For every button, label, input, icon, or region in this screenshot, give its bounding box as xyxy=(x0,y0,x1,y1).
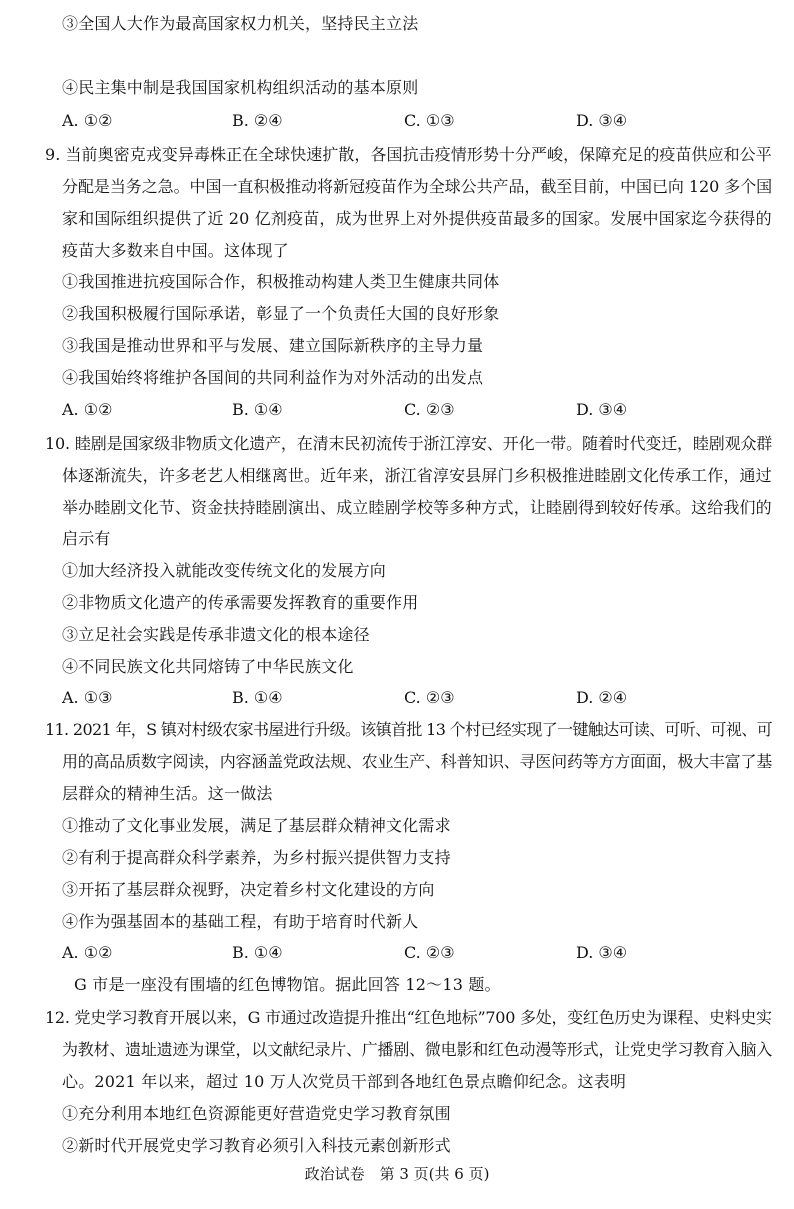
q12-stem-line-2: 为教材、遗址遗迹为课堂，以文献纪录片、广播剧、微电影和红色动漫等形式，让党史学习教育入脑入 xyxy=(62,1040,773,1059)
option-c: C. ②③ xyxy=(404,688,455,707)
q9-stem-line-3: 家和国际组织提供了近 20 亿剂疫苗，成为世界上对外提供疫苗最多的国家。发展中国家迄今获得的 xyxy=(62,209,772,228)
q9-statement-3: ③我国是推动世界和平与发展、建立国际新秩序的主导力量 xyxy=(62,336,484,355)
option-b: B. ①④ xyxy=(232,400,283,419)
q11-statement-1: ①推动了文化事业发展，满足了基层群众精神文化需求 xyxy=(62,816,451,835)
q9-statement-2: ②我国积极履行国际承诺，彰显了一个负责任大国的良好形象 xyxy=(62,304,500,323)
option-c: C. ②③ xyxy=(404,400,455,419)
q10-stem-line-4: 启示有 xyxy=(62,529,111,548)
option-a: A. ①② xyxy=(62,400,113,419)
q11-stem-line-3: 层群众的精神生活。这一做法 xyxy=(62,784,273,803)
q12-statement-1: ①充分利用本地红色资源能更好营造党史学习教育氛围 xyxy=(62,1104,451,1123)
q11-stem-line-1: 11. 2021 年，S 镇对村级农家书屋进行升级。该镇首批 13 个村已经实现了一键触达可读、可听、可视、可 xyxy=(45,720,772,739)
q9-stem-line-2: 分配是当务之急。中国一直积极推动将新冠疫苗作为全球公共产品，截至目前，中国已向 120 多个国 xyxy=(62,177,773,196)
q9-statement-1: ①我国推进抗疫国际合作，积极推动构建人类卫生健康共同体 xyxy=(62,272,500,291)
q10-stem-line-3: 举办睦剧文化节、资金扶持睦剧演出、成立睦剧学校等多种方式，让睦剧得到较好传承。这给我们的 xyxy=(62,498,772,517)
q9-stem-line-1: 9. 当前奥密克戎变异毒株正在全球快速扩散，各国抗击疫情形势十分严峻，保障充足的疫苗供应和公平 xyxy=(45,145,772,164)
q12-statement-2: ②新时代开展党史学习教育必须引入科技元素创新形式 xyxy=(62,1136,451,1155)
option-d: D. ③④ xyxy=(576,943,628,962)
page-footer: 政治试卷 第 3 页(共 6 页) xyxy=(304,1165,490,1183)
option-d: D. ②④ xyxy=(576,688,628,707)
q8-options xyxy=(62,111,762,131)
option-c: C. ①③ xyxy=(404,111,455,130)
q11-statement-3: ③开拓了基层群众视野，决定着乡村文化建设的方向 xyxy=(62,880,435,899)
option-b: B. ①④ xyxy=(232,688,283,707)
q9-stem-line-4: 疫苗大多数来自中国。这体现了 xyxy=(62,241,289,260)
option-a: A. ①② xyxy=(62,111,113,130)
option-d: D. ③④ xyxy=(576,400,628,419)
q8-statement-3: ③全国人大作为最高国家权力机关，坚持民主立法 xyxy=(62,14,419,33)
q10-statement-4: ④不同民族文化共同熔铸了中华民族文化 xyxy=(62,657,354,676)
q11-options xyxy=(62,943,762,963)
q9-statement-4: ④我国始终将维护各国间的共同利益作为对外活动的出发点 xyxy=(62,368,484,387)
option-d: D. ③④ xyxy=(576,111,628,130)
q9-options xyxy=(62,400,762,420)
q11-statement-2: ②有利于提高群众科学素养，为乡村振兴提供智力支持 xyxy=(62,848,451,867)
q10-stem-line-1: 10. 睦剧是国家级非物质文化遗产，在清末民初流传于浙江淳安、开化一带。随着时代变迁，睦剧观众群 xyxy=(45,434,773,453)
q10-statement-1: ①加大经济投入就能改变传统文化的发展方向 xyxy=(62,561,387,580)
option-b: B. ②④ xyxy=(232,111,283,130)
q10-stem-line-2: 体逐渐流失，许多老艺人相继离世。近年来，浙江省淳安县屏门乡积极推进睦剧文化传承工作，通过 xyxy=(62,466,772,485)
q8-statement-4: ④民主集中制是我国国家机构组织活动的基本原则 xyxy=(62,78,419,97)
material-intro: G 市是一座没有围墙的红色博物馆。据此回答 12～13 题。 xyxy=(74,975,501,994)
option-a: A. ①③ xyxy=(62,688,113,707)
option-a: A. ①② xyxy=(62,943,113,962)
q11-statement-4: ④作为强基固本的基础工程，有助于培育时代新人 xyxy=(62,912,419,931)
option-c: C. ②③ xyxy=(404,943,455,962)
q11-stem-line-2: 用的高品质数字阅读，内容涵盖党政法规、农业生产、科普知识、寻医问药等方方面面，极大丰富了基 xyxy=(62,752,773,771)
q10-statement-2: ②非物质文化遗产的传承需要发挥教育的重要作用 xyxy=(62,593,419,612)
q12-stem-line-1: 12. 党史学习教育开展以来，G 市通过改造提升推出“红色地标”700 多处，变红色历史为课程、史料史实 xyxy=(45,1008,772,1027)
q12-stem-line-3: 心。2021 年以来，超过 10 万人次党员干部到各地红色景点瞻仰纪念。这表明 xyxy=(62,1072,627,1091)
option-b: B. ①④ xyxy=(232,943,283,962)
q10-statement-3: ③立足社会实践是传承非遗文化的根本途径 xyxy=(62,625,370,644)
q10-options xyxy=(62,688,762,708)
